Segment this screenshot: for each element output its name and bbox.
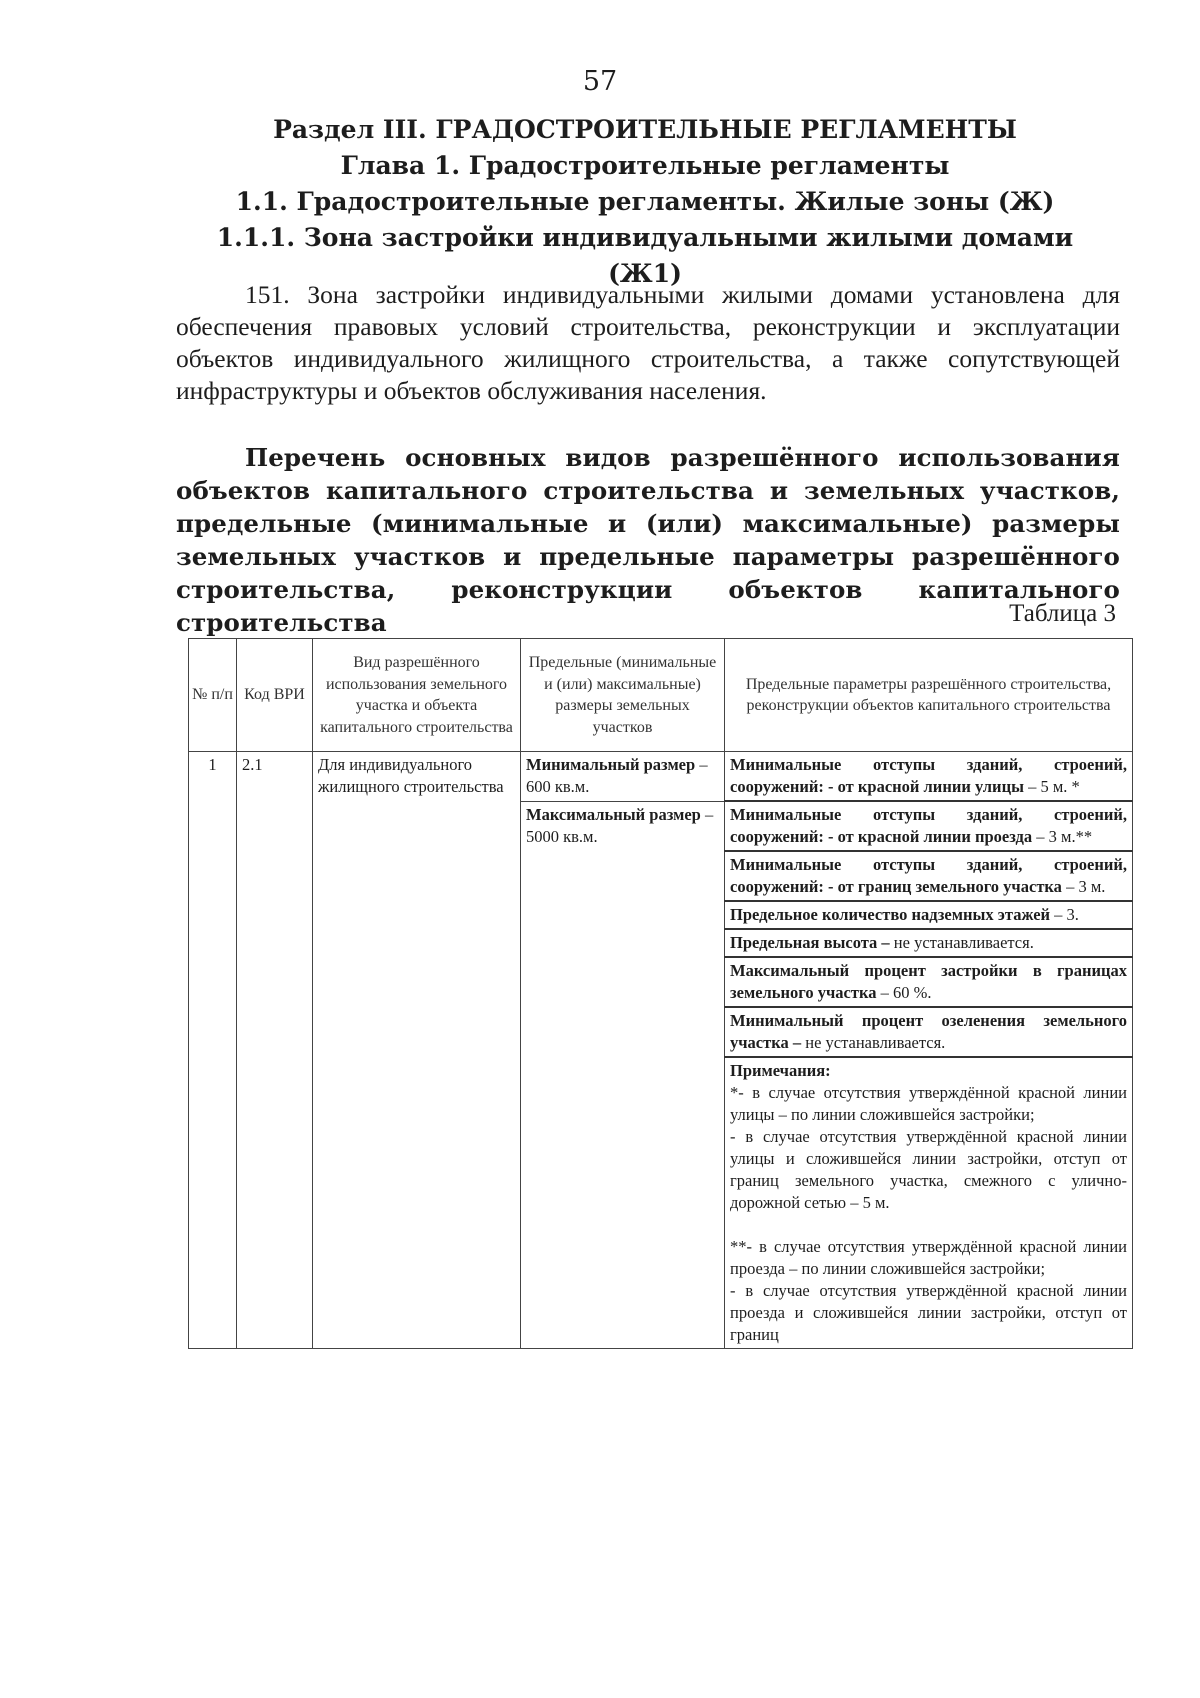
header-kind: Вид разрешённого использования земельного участка и объекта капитального строительства [313, 639, 521, 752]
section-headings [180, 112, 1110, 292]
param-label: Предельное количество надземных этажей [730, 905, 1051, 924]
notes-title: Примечания: [730, 1061, 831, 1080]
note-line: *- в случае отсутствия утверждённой красной линии улицы – по линии сложившейся застройки; [730, 1083, 1127, 1124]
note-spacer [730, 1214, 1127, 1236]
param-cell [725, 851, 1133, 901]
note-line: - в случае отсутствия утверждённой красной линии улицы и сложившейся линии застройки, отступ от границ земельного участка, смежного с улично-дорожной сетью – 5 м. [730, 1127, 1127, 1212]
chapter-heading: Глава 1. Градостроительные регламенты [340, 151, 950, 180]
min-size-cell [521, 752, 725, 802]
notes-cell [725, 1057, 1133, 1349]
max-size-value: – 5000 кв.м. [526, 804, 714, 846]
section-heading: Раздел III. ГРАДОСТРОИТЕЛЬНЫЕ РЕГЛАМЕНТЫ [273, 115, 1017, 144]
param-label: Минимальные отступы зданий, строений, сооружений: - от красной линии улицы [730, 755, 1127, 796]
row-kind: Для индивидуального жилищного строительства [313, 752, 521, 1349]
min-size-value: – 600 кв.м. [526, 755, 708, 796]
param-value: – 60 %. [876, 983, 932, 1002]
note-line: - в случае отсутствия утверждённой красной линии проезда и сложившейся линии застройки, отступ от границ [730, 1281, 1127, 1344]
regulations-table [188, 638, 1133, 1349]
table-row [189, 752, 1133, 802]
param-value: – 3 м.** [1032, 827, 1093, 846]
header-params: Предельные параметры разрешённого строительства, реконструкции объектов капитального строительства [725, 639, 1133, 752]
param-cell [725, 752, 1133, 802]
max-size-label: Максимальный размер [526, 804, 701, 824]
param-value: не устанавливается. [801, 1033, 946, 1052]
param-label: Предельная высота – [730, 933, 890, 952]
header-sizes: Предельные (минимальные и (или) максимальные) размеры земельных участков [521, 639, 725, 752]
permitted-uses-title: Перечень основных видов разрешённого использования объектов капитального строительства и земельных участков, предельные (минимальные и (или) максимальные) размеры земельных участков и предельные параметры разрешённого строительства, реконструкции объектов капитального строительства [176, 443, 1120, 637]
param-value: – 3. [1050, 905, 1079, 924]
row-num: 1 [189, 752, 237, 1349]
param-label: Минимальные отступы зданий, строений, сооружений: - от красной линии проезда [730, 805, 1127, 846]
page-number: 57 [582, 66, 618, 97]
param-value: – 3 м. [1061, 877, 1106, 896]
row-code: 2.1 [237, 752, 313, 1349]
header-num: № п/п [189, 639, 237, 752]
param-label: Минимальный процент озеленения земельного участка – [730, 1011, 1127, 1052]
param-cell [725, 957, 1133, 1007]
min-size-label: Минимальный размер [526, 755, 696, 774]
param-cell [725, 801, 1133, 851]
subsection-heading: 1.1. Градостроительные регламенты. Жилые зоны (Ж) [235, 187, 1055, 216]
note-line: **- в случае отсутствия утверждённой красной линии проезда – по линии сложившейся застройки; [730, 1237, 1127, 1278]
max-size-cell [521, 801, 725, 1349]
zone-heading: 1.1.1. Зона застройки индивидуальными жилыми домами (Ж1) [216, 223, 1074, 288]
param-cell [725, 1007, 1133, 1057]
param-label: Минимальные отступы зданий, строений, сооружений: - от границ земельного участка [730, 855, 1127, 896]
table-header-row [189, 639, 1133, 752]
param-value: – 5 м. * [1023, 777, 1080, 796]
table-caption: Таблица 3 [1009, 600, 1116, 627]
param-value: не устанавливается. [889, 933, 1034, 952]
param-cell [725, 929, 1133, 957]
zone-description-paragraph: 151. Зона застройки индивидуальными жилыми домами установлена для обеспечения правовых условий строительства, реконструкции и эксплуатации объектов индивидуального жилищного строительства, а также сопутствующей инфраструктуры и объектов обслуживания населения. [176, 280, 1120, 405]
param-cell [725, 901, 1133, 929]
param-label: Максимальный процент застройки в границах земельного участка [730, 961, 1127, 1002]
header-code: Код ВРИ [237, 639, 313, 752]
